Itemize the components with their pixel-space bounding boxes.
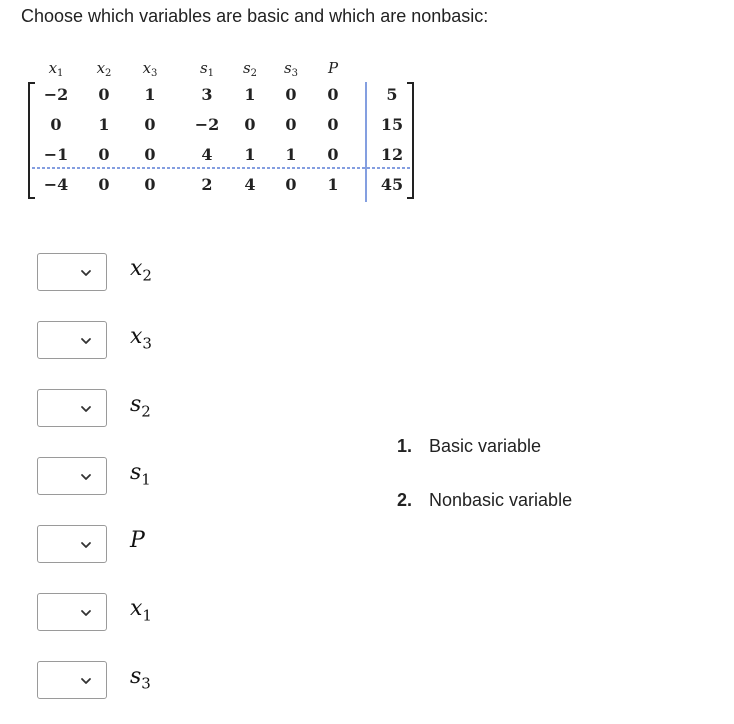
tableau-cell: 1 <box>244 145 256 164</box>
variable-label <box>130 460 151 488</box>
option-label: Nonbasic variable <box>429 490 573 510</box>
tableau-header: P <box>327 59 339 77</box>
tableau-cell: −4 <box>43 175 69 194</box>
tableau-cell: −2 <box>194 115 220 134</box>
variable-base: x <box>130 596 143 621</box>
tableau-cell: 5 <box>386 85 398 104</box>
tableau-cell: 0 <box>285 115 297 134</box>
right-bracket <box>407 83 413 198</box>
variable-label <box>130 664 151 692</box>
variable-subscript: 3 <box>142 334 152 353</box>
tableau-cell: −1 <box>43 145 69 164</box>
tableau-cell: 1 <box>144 85 156 104</box>
variable-label <box>130 256 152 284</box>
option-label: Basic variable <box>429 436 542 456</box>
variable-label <box>130 324 152 352</box>
tableau-cell: 0 <box>50 115 62 134</box>
tableau-cell: 0 <box>285 85 297 104</box>
tableau-header: $x_1$ <box>48 59 64 79</box>
chevron-down-icon <box>80 539 92 551</box>
variable-select[interactable] <box>37 321 107 359</box>
variable-select[interactable] <box>37 661 107 699</box>
left-bracket <box>29 83 35 198</box>
variable-select[interactable] <box>37 525 107 563</box>
variable-subscript: 2 <box>142 266 152 285</box>
tableau-cell: 15 <box>380 115 404 134</box>
option-number: 2. <box>397 490 413 510</box>
variable-base: x <box>130 324 143 349</box>
variable-row <box>37 661 337 701</box>
tableau-header: $x_3$ <box>142 59 158 79</box>
tableau-cell: 0 <box>285 175 297 194</box>
tableau-cell: 0 <box>327 145 339 164</box>
tableau-svg <box>26 55 416 203</box>
variable-base: s <box>130 392 142 417</box>
variable-subscript: 1 <box>141 470 151 489</box>
tableau-cell: 1 <box>285 145 297 164</box>
option-basic <box>397 436 572 490</box>
tableau-cell: 0 <box>327 115 339 134</box>
variable-subscript: 1 <box>142 606 152 625</box>
chevron-down-icon <box>80 335 92 347</box>
tableau-header: $s_2$ <box>242 59 258 79</box>
tableau-cell: 4 <box>244 175 256 194</box>
variable-label <box>130 528 145 556</box>
variable-select[interactable] <box>37 253 107 291</box>
tableau-cell: 0 <box>144 115 156 134</box>
chevron-down-icon <box>80 607 92 619</box>
tableau-cell: 4 <box>201 145 213 164</box>
question-prompt: Choose which variables are basic and which are nonbasic: <box>21 6 489 26</box>
option-nonbasic <box>397 490 572 544</box>
option-number: 1. <box>397 436 413 456</box>
tableau-cell: 0 <box>144 175 156 194</box>
variable-base: P <box>130 528 145 553</box>
answer-options-list <box>397 436 572 544</box>
variable-base: s <box>130 460 142 485</box>
variable-subscript: 2 <box>141 402 151 421</box>
tableau-cell: 0 <box>98 175 110 194</box>
tableau-cell: 0 <box>98 145 110 164</box>
chevron-down-icon <box>80 471 92 483</box>
variable-row <box>37 253 337 293</box>
variable-subscript: 3 <box>141 674 151 693</box>
tableau-cell: 3 <box>201 85 213 104</box>
tableau-header: $s_3$ <box>283 59 299 79</box>
tableau-cell: 12 <box>380 145 404 164</box>
tableau-header: $x_2$ <box>96 59 112 79</box>
variable-row <box>37 321 337 361</box>
tableau-cell: 45 <box>380 175 404 194</box>
simplex-tableau <box>26 55 416 203</box>
variable-select[interactable] <box>37 389 107 427</box>
tableau-cell: 2 <box>201 175 213 194</box>
tableau-cell: 1 <box>244 85 256 104</box>
tableau-cell: 1 <box>98 115 110 134</box>
variable-row <box>37 525 337 565</box>
variable-label <box>130 392 151 420</box>
tableau-header: $s_1$ <box>199 59 215 79</box>
tableau-cell: 0 <box>327 85 339 104</box>
variable-select[interactable] <box>37 593 107 631</box>
tableau-cell: 1 <box>327 175 339 194</box>
chevron-down-icon <box>80 267 92 279</box>
variable-row <box>37 593 337 633</box>
tableau-cell: 0 <box>98 85 110 104</box>
variable-row <box>37 457 337 497</box>
tableau-cell: −2 <box>43 85 69 104</box>
variable-select[interactable] <box>37 457 107 495</box>
tableau-cell: 0 <box>144 145 156 164</box>
chevron-down-icon <box>80 403 92 415</box>
variable-base: s <box>130 664 142 689</box>
variable-label <box>130 596 152 624</box>
chevron-down-icon <box>80 675 92 687</box>
variable-row <box>37 389 337 429</box>
variable-base: x <box>130 256 143 281</box>
tableau-cell: 0 <box>244 115 256 134</box>
